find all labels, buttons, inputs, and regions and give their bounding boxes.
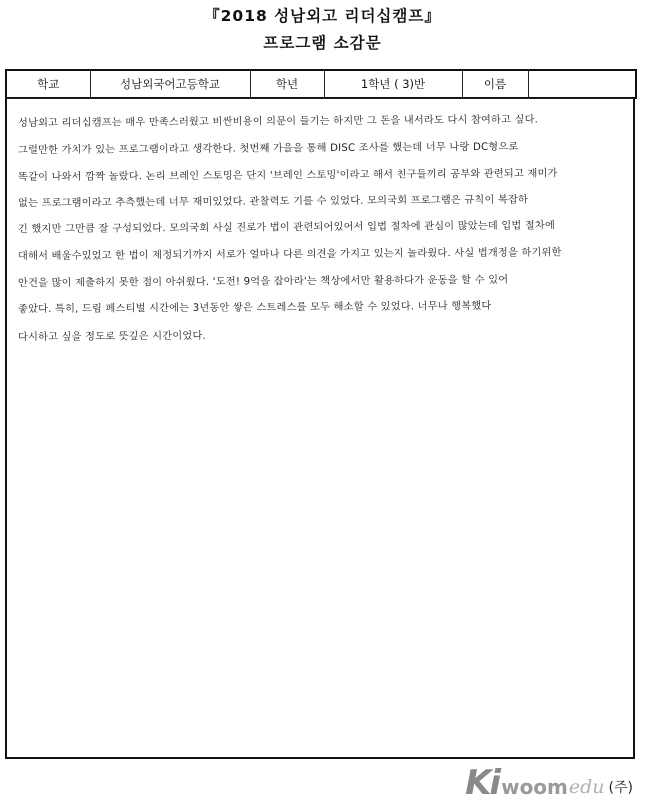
- essay-line: 그럴만한 가치가 있는 프로그램이라고 생각한다. 첫번째 가을을 통해 DISC 조사를 했는데 너무 나랑 DC형으로: [17, 141, 519, 157]
- logo-woom: woom: [501, 775, 568, 799]
- document-title: 『2018 성남외고 리더십캠프』: [204, 7, 441, 25]
- name-label: 이름: [462, 70, 528, 98]
- essay-line: 똑같이 나와서 깜짝 놀랐다. 논리 브레인 스토밍은 단지 '브레인 스토밍'이라고 해서 친구들끼리 공부와 관련되고 재미가: [17, 168, 558, 184]
- grade-label: 학년: [250, 70, 324, 98]
- kiwoom-edu-logo: [465, 760, 633, 803]
- school-value: 성남외국어고등학교: [90, 70, 250, 98]
- essay-line: 없는 프로그램이라고 추측했는데 너무 재미있었다. 관찰력도 기를 수 있었다. 모의국회 프로그램은 규칙이 복잡하: [17, 194, 529, 210]
- student-info-table: [5, 69, 637, 99]
- logo-ki: Ki: [465, 763, 500, 803]
- document-subtitle: 프로그램 소감문: [263, 34, 382, 52]
- student-info-row: [6, 70, 636, 98]
- logo-corp: (주): [608, 780, 633, 796]
- essay-line: 긴 했지만 그만큼 잘 구성되었다. 모의국회 사실 진로가 법이 관련되어있어서 입법 절차에 관심이 많았는데 입법 절차에: [17, 220, 556, 236]
- essay-line: 좋았다. 특히, 드림 페스티벌 시간에는 3년동안 쌓은 스트레스를 모두 해소할 수 있었다. 너무나 행복했다: [17, 300, 492, 316]
- school-label: 학교: [6, 70, 90, 98]
- name-value: [528, 70, 636, 98]
- essay-line: 성남외고 리더십캠프는 매우 만족스러웠고 비싼비용이 의문이 들기는 하지만 그 돈을 내서라도 다시 참여하고 싶다.: [17, 114, 539, 130]
- essay-line: 다시하고 싶을 정도로 뜻깊은 시간이었다.: [17, 330, 206, 344]
- essay-line: 대해서 배울수있었고 한 법이 제정되기까지 서로가 얼마나 다른 의견을 가지고 있는지 놀라웠다. 사실 법개정을 하기위한: [17, 247, 562, 263]
- essay-line: 안건을 많이 제출하지 못한 점이 아쉬웠다. '도전! 9억을 잡아라'는 책상에서만 활용하다가 운동을 할 수 있어: [17, 274, 509, 290]
- grade-value: 1학년 ( 3)반: [324, 70, 462, 98]
- logo-edu: edu: [568, 776, 605, 798]
